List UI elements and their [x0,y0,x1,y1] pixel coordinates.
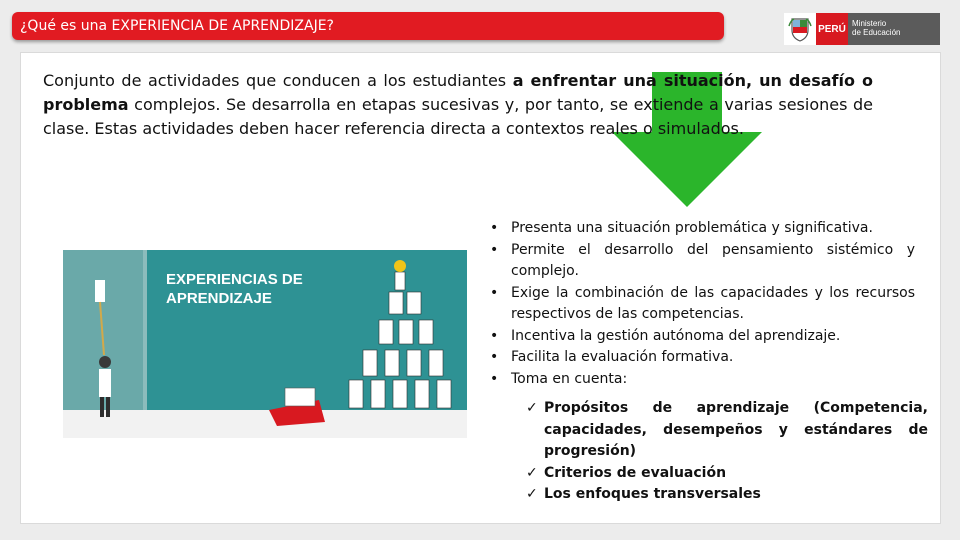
feature-item: • Permite el desarrollo del pensamiento sistémico y complejo. [490,240,915,283]
coat-of-arms-icon [784,13,816,45]
considerations-list [526,398,928,506]
title-bar [12,12,724,40]
feature-item: • Facilita la evaluación formativa. [490,347,915,369]
country-label: PERÚ [816,13,848,45]
illustration [63,250,467,438]
consideration-text: Propósitos de aprendizaje (Competencia, capacidades, desempeños y estándares de progresión) [544,400,928,459]
definition-paragraph [43,69,873,141]
feature-item: • Exige la combinación de las capacidades y los recursos respectivos de las competencias. [490,283,915,326]
definition-bold: a enfrentar una situación, un desafío o problema [43,71,874,114]
consideration-text: Los enfoques transversales [544,486,761,502]
feature-item: • Incentiva la gestión autónoma del aprendizaje. [490,326,915,348]
consideration-item [526,463,928,485]
features-list [490,218,915,390]
feature-item: • Toma en cuenta: [490,369,915,391]
checkmark-icon: ✓ [526,486,538,502]
consideration-item [526,484,928,506]
illustration-title-line-2: APRENDIZAJE [166,290,272,307]
checkmark-icon: ✓ [526,400,538,416]
ministry-logo [784,13,940,45]
illustration-title [166,270,303,308]
consideration-text: Criterios de evaluación [544,464,727,481]
feature-item: • Presenta una situación problemática y significativa. [490,218,915,240]
ministry-line-2: de Educación [852,28,901,37]
ministry-line-1: Ministerio [852,19,887,28]
checkmark-icon: ✓ [526,464,538,481]
definition-part-1: Conjunto de actividades que conducen a los estudiantes [43,71,513,90]
illustration-title-line-1: EXPERIENCIAS DE [166,271,303,288]
definition-part-2: complejos. Se desarrolla en etapas sucesivas y, por tanto, se extiende a varias sesiones de clase. Estas actividades deben hacer referencia directa a contextos reales o simulados. [43,95,873,138]
page-title: ¿Qué es una EXPERIENCIA DE APRENDIZAJE? [20,18,334,34]
consideration-item [526,398,928,463]
ministry-label [848,13,940,45]
